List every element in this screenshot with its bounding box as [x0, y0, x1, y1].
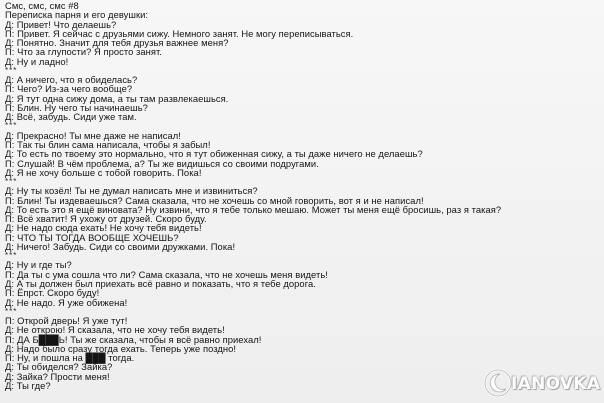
message-line: Д: Всё, забудь. Сиди уже там. — [5, 111, 137, 123]
message-line: Д: Понятно. Значит для тебя друзья важнее меня? — [5, 37, 229, 49]
message-line: Д: То есть это я ещё виновата? Ну извини, что я тебе только мешаю. Может ты меня ещё бросишь, раз я такая? — [5, 203, 502, 215]
message-line: П: Да ты с ума сошла что ли? Сама сказала, что не хочешь меня видеть! — [5, 268, 328, 280]
message-line: П: ДА Б███Ь! Ты же сказала, чтобы я всё равно приехал! — [5, 333, 262, 345]
message-line: Д: То есть по твоему это нормально, что я тут обиженная сижу, а ты даже ничего не делаешь? — [5, 148, 423, 160]
message-line: Д: Ничего! Забудь. Сиди со своими дружками. Пока! — [5, 240, 236, 252]
section-separator: *** — [5, 306, 18, 316]
section-separator: *** — [5, 177, 18, 187]
message-line: П: Всё хватит! Я ухожу от друзей. Скоро буду. — [5, 213, 207, 225]
message-line: П: Открой дверь! Я уже тут! — [5, 315, 128, 327]
message-line: Д: Привет! Что делаешь? — [5, 18, 117, 30]
message-line: Д: Ну и ладно! — [5, 55, 69, 67]
sms-conversation-text — [5, 1, 601, 390]
message-line: Д: Не надо. Я уже обижена! — [5, 296, 128, 308]
message-line: Д: Зайка? Прости меня! — [5, 370, 110, 382]
section-separator: *** — [5, 251, 18, 261]
message-line: П: Что за глупости? Я просто занят. — [5, 46, 162, 58]
message-line: Д: Ну и где ты? — [5, 259, 72, 271]
message-line: Д: А ничего, что я обиделась? — [5, 74, 138, 86]
message-line: Д: Ты обиделся? Зайка? — [5, 361, 113, 373]
message-line: Д: Надо было сразу тогда ехать. Теперь уже поздно! — [5, 342, 237, 354]
message-line: Д: Я не хочу больше с тобой говорить. Пока! — [5, 166, 202, 178]
message-line: Д: Ты где? — [5, 379, 51, 391]
message-line: Д: Я тут одна сижу дома, а ты там развлекаешься. — [5, 92, 229, 104]
message-line: П: Слушай! В чём проблема, а? Ты же видишься со своими подругами. — [5, 157, 319, 169]
message-line: Д: Не открою! Я сказала, что не хочу тебя видеть! — [5, 324, 225, 336]
message-line: П: Ёпрст. Скоро буду! — [5, 287, 100, 299]
message-line: П: Привет. Я сейчас с друзьями сижу. Немного занят. Не могу переписываться. — [5, 27, 354, 39]
header-line: Смс, смс, смс #8 — [5, 0, 79, 11]
site-watermark-logo — [480, 366, 600, 400]
message-line: П: Так ты блин сама написала, чтобы я забыл! — [5, 138, 211, 150]
message-line: П: Ну, и пошла на ███ тогда. — [5, 352, 135, 364]
message-line: Д: А ты должен был приехать всё равно и показать, что я тебе дорога. — [5, 277, 316, 289]
message-line: Д: Прекрасно! Ты мне даже не написал! — [5, 129, 181, 141]
section-separator: *** — [5, 65, 18, 75]
message-line: П: Блин. Ну чего ты начинаешь? — [5, 101, 148, 113]
message-line: П: Чего? Из-за чего вообще? — [5, 83, 133, 95]
watermark-text: IANOVKA — [511, 374, 601, 394]
message-line: П: ЧТО ТЫ ТОГДА ВООБЩЕ ХОЧЕШЬ? — [5, 231, 179, 243]
header-line: Переписка парня и его девушки: — [5, 9, 149, 21]
message-line: П: Блин! Ты издеваешься? Сама сказала, что не хочешь со мной говорить, вот я и не написал! — [5, 194, 424, 206]
message-line: Д: Не надо сюда ехать! Не хочу тебя видеть! — [5, 222, 202, 234]
message-line: Д: Ну ты козёл! Ты не думал написать мне и извиниться? — [5, 185, 258, 197]
section-separator: *** — [5, 121, 18, 131]
